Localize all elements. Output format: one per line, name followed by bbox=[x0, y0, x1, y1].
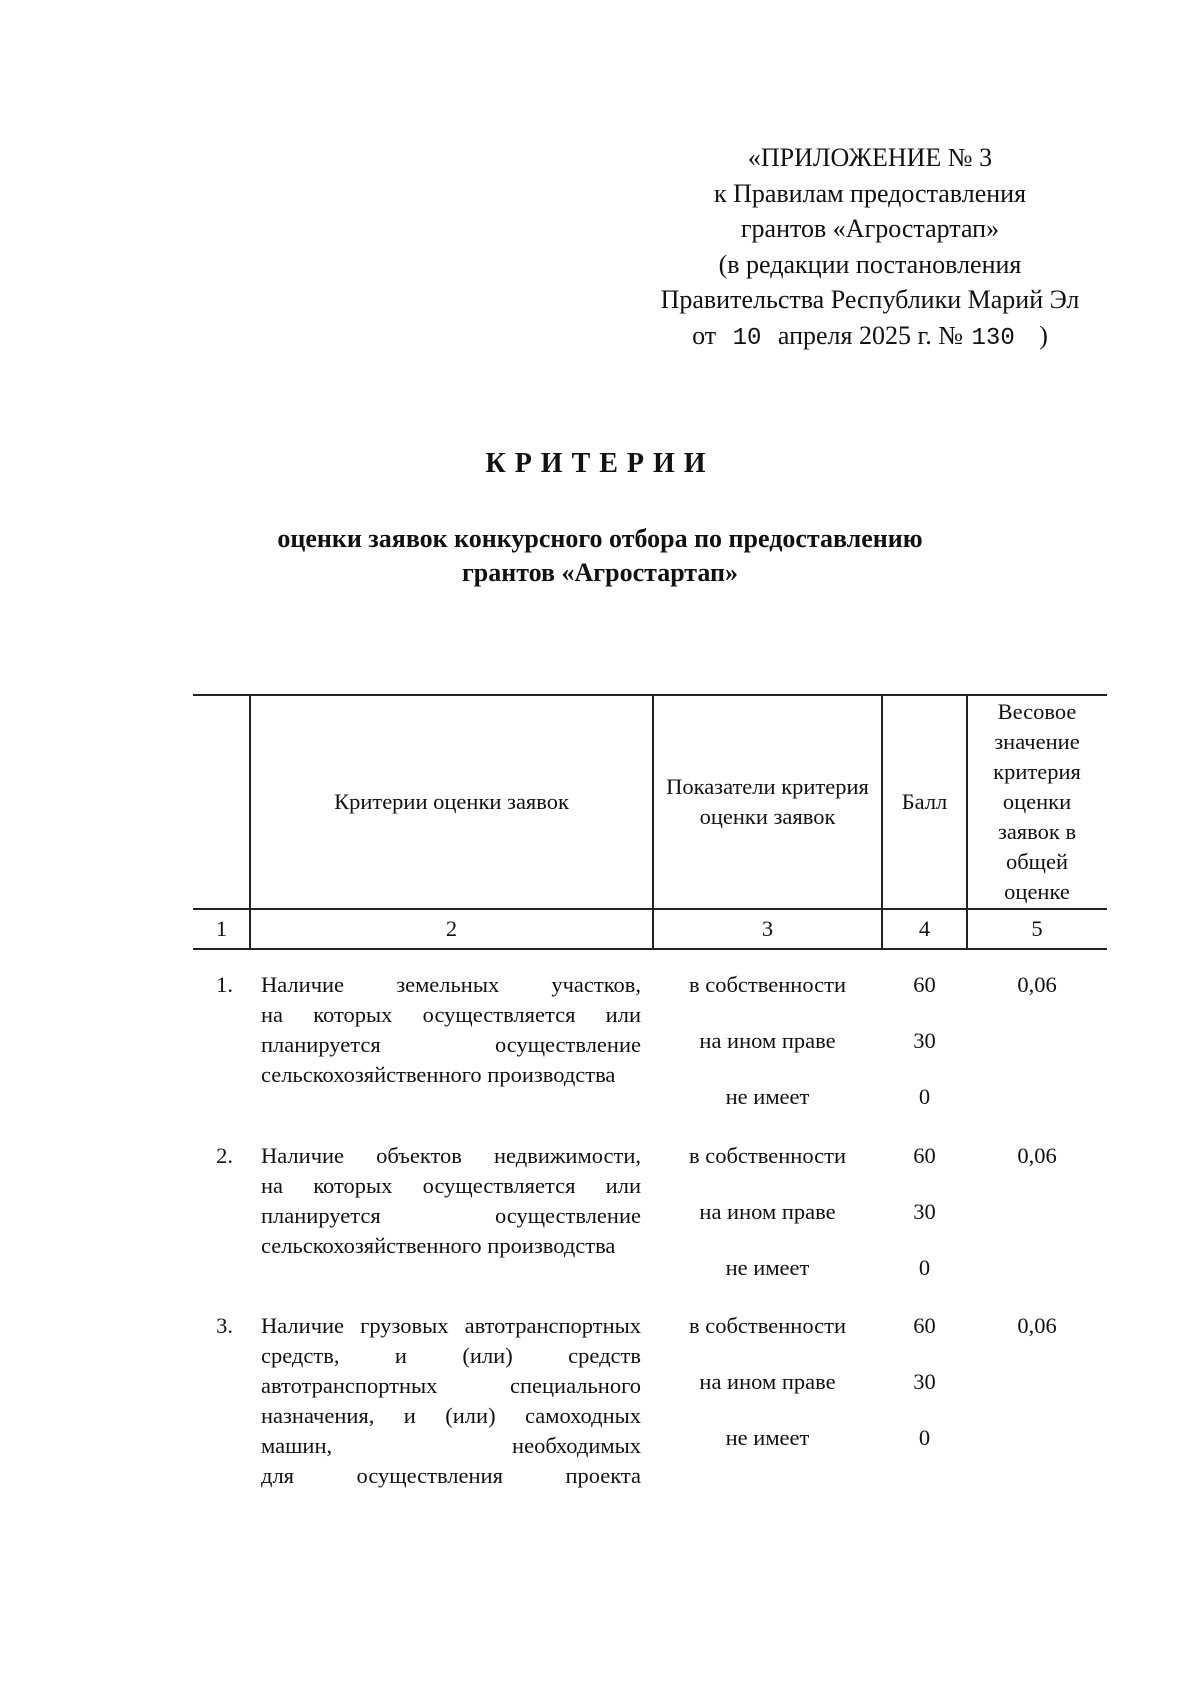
indicator: в собственности bbox=[689, 1313, 846, 1338]
score: 0 bbox=[918, 1425, 931, 1450]
document-title: КРИТЕРИИ bbox=[485, 448, 715, 479]
criteria-table bbox=[193, 694, 1107, 1488]
date-prefix: от bbox=[692, 320, 717, 350]
criterion-line: машин, необходимых bbox=[261, 1433, 641, 1458]
score: 0 bbox=[918, 1084, 931, 1109]
subtitle-line-1: оценки заявок конкурсного отбора по предоставлению bbox=[277, 524, 923, 553]
indicator: не имеет bbox=[725, 1255, 810, 1280]
criterion-line: автотранспортных специального bbox=[261, 1373, 641, 1398]
divider bbox=[881, 910, 883, 948]
score: 0 bbox=[918, 1255, 931, 1280]
annex-line-3: грантов «Агростартап» bbox=[740, 214, 1000, 243]
annex-date-line bbox=[640, 318, 1100, 357]
indicator: в собственности bbox=[689, 1143, 846, 1168]
criterion-line: сельскохозяйственного производства bbox=[261, 1233, 616, 1258]
divider bbox=[652, 696, 654, 908]
column-number-2: 2 bbox=[445, 916, 458, 941]
indicator: на ином праве bbox=[699, 1199, 836, 1224]
criterion-line: назначения, и (или) самоходных bbox=[261, 1403, 641, 1428]
indicator: не имеет bbox=[725, 1425, 810, 1450]
criterion-line: для осуществления проекта bbox=[261, 1463, 641, 1488]
score: 30 bbox=[913, 1028, 936, 1053]
criterion-line: сельскохозяйственного производства bbox=[261, 1062, 616, 1087]
score: 30 bbox=[913, 1369, 936, 1394]
annex-line-4: (в редакции постановления bbox=[718, 249, 1022, 279]
criterion-line: Наличие объектов недвижимости, bbox=[261, 1143, 641, 1168]
divider bbox=[966, 696, 968, 908]
criterion-line: Наличие земельных участков, bbox=[261, 972, 641, 997]
annex-line-2: к Правилам предоставления bbox=[713, 178, 1027, 208]
annex-header bbox=[640, 140, 1100, 356]
header-col-1 bbox=[193, 696, 250, 908]
column-number-4: 4 bbox=[918, 916, 931, 941]
date-mid: апреля 2025 г. № bbox=[777, 320, 964, 350]
row-number: 1. bbox=[216, 972, 233, 997]
criterion-line: планируется осуществление bbox=[261, 1032, 641, 1057]
score: 60 bbox=[913, 1313, 936, 1338]
date-day: 10 bbox=[732, 324, 762, 352]
row-criterion bbox=[261, 1141, 641, 1261]
score: 60 bbox=[913, 1143, 936, 1168]
weight: 0,06 bbox=[1017, 972, 1057, 997]
divider bbox=[249, 910, 251, 948]
subtitle-line-2: грантов «Агростартап» bbox=[461, 558, 739, 587]
column-number-3: 3 bbox=[761, 916, 774, 941]
column-number-5: 5 bbox=[1031, 916, 1043, 941]
column-number-1: 1 bbox=[215, 916, 228, 941]
divider bbox=[652, 910, 654, 948]
criterion-line: на которых осуществляется или bbox=[261, 1002, 641, 1027]
table-row bbox=[193, 1311, 1107, 1501]
table-header-row bbox=[193, 694, 1107, 908]
annex-line-5: Правительства Республики Марий Эл bbox=[660, 285, 1080, 314]
header-criteria: Критерии оценки заявок bbox=[334, 789, 569, 814]
row-number: 3. bbox=[216, 1313, 233, 1338]
indicator: на ином праве bbox=[699, 1028, 836, 1053]
header-score: Балл bbox=[901, 789, 948, 814]
score: 30 bbox=[913, 1199, 936, 1224]
criterion-line: средств, и (или) средств bbox=[261, 1343, 641, 1368]
score: 60 bbox=[913, 972, 936, 997]
table-row bbox=[193, 1141, 1107, 1291]
weight: 0,06 bbox=[1017, 1143, 1057, 1168]
table-row bbox=[193, 970, 1107, 1120]
table-column-numbers-row bbox=[193, 908, 1107, 950]
date-suffix: ) bbox=[1039, 320, 1048, 350]
criterion-line: планируется осуществление bbox=[261, 1203, 641, 1228]
indicator: в собственности bbox=[689, 972, 846, 997]
weight: 0,06 bbox=[1017, 1313, 1057, 1338]
divider bbox=[249, 696, 251, 908]
criterion-line: на которых осуществляется или bbox=[261, 1173, 641, 1198]
divider bbox=[966, 910, 968, 948]
header-weight: Весовое значение критерия оценки заявок в общей оценке bbox=[993, 699, 1081, 904]
row-criterion bbox=[261, 970, 641, 1090]
row-number: 2. bbox=[216, 1143, 233, 1168]
document-subtitle bbox=[0, 522, 1200, 590]
row-criterion bbox=[261, 1311, 641, 1491]
indicator: не имеет bbox=[725, 1084, 810, 1109]
header-indicators: Показатели критерия оценки заявок bbox=[666, 774, 869, 829]
criterion-line: Наличие грузовых автотранспортных bbox=[261, 1313, 641, 1338]
annex-line-1: «ПРИЛОЖЕНИЕ № 3 bbox=[747, 143, 993, 172]
divider bbox=[881, 696, 883, 908]
indicator: на ином праве bbox=[699, 1369, 836, 1394]
date-number: 130 bbox=[971, 324, 1015, 352]
